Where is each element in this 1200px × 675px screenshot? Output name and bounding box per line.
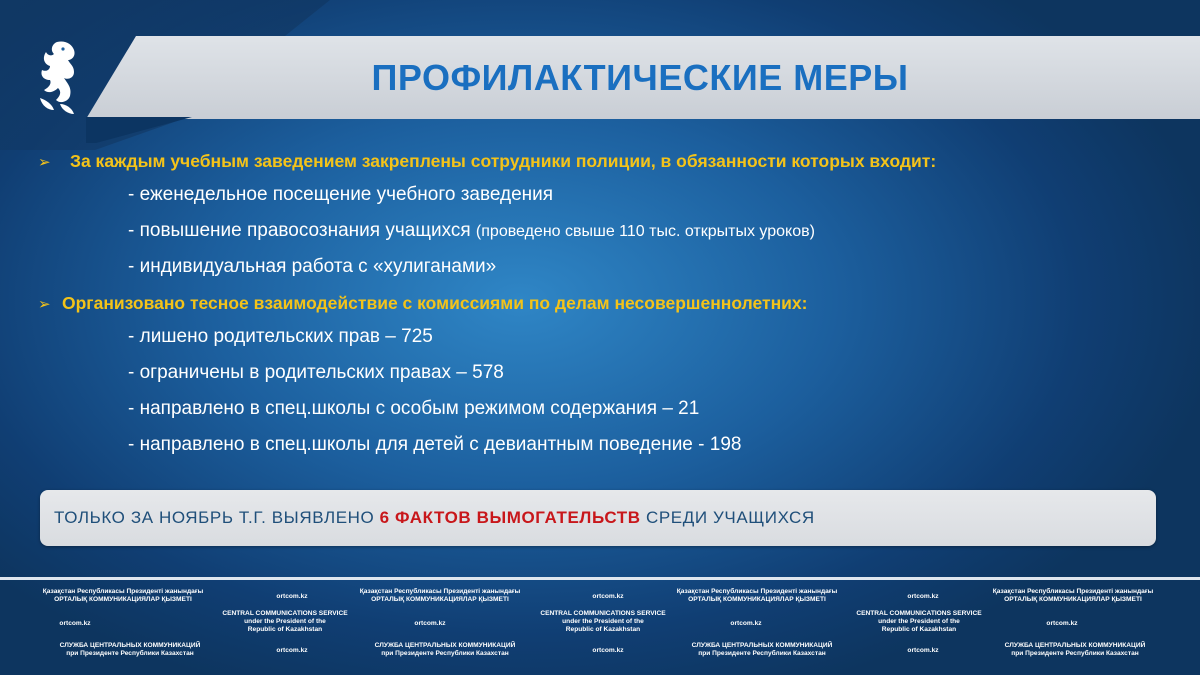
footer-en-line1: CENTRAL COMMUNICATIONS SERVICE — [222, 610, 348, 617]
list-item: - ограничены в родительских правах – 578 — [128, 362, 504, 383]
callout-box — [40, 490, 1156, 546]
footer-site: ortcom.kz — [907, 593, 939, 600]
footer-ru-line1: СЛУЖБА ЦЕНТРАЛЬНЫХ КОММУНИКАЦИЙ — [59, 642, 201, 649]
arrow-bullet-icon: ➢ — [38, 296, 51, 313]
footer-kz-line2: ОРТАЛЫҚ КОММУНИКАЦИЯЛАР ҚЫЗМЕТІ — [371, 596, 509, 603]
list-item-note: (проведено свыше 110 тыс. открытых уроков) — [475, 223, 815, 240]
footer-kz-line1: Қазақстан Республикасы Президенті жанындағы — [42, 588, 204, 595]
list-item — [128, 220, 1200, 256]
callout-highlight: 6 ФАКТОВ ВЫМОГАТЕЛЬСТВ — [379, 508, 641, 527]
footer-en-line2: under the President of the — [878, 618, 960, 625]
footer-ru-line2: при Президенте Республики Казахстан — [1011, 650, 1139, 657]
footer-kz-line2: ОРТАЛЫҚ КОММУНИКАЦИЯЛАР ҚЫЗМЕТІ — [1004, 596, 1142, 603]
footer-ru-block — [975, 642, 1175, 658]
list-item: - направлено в спец.школы для детей с девиантным поведение - 198 — [128, 434, 742, 455]
content — [38, 150, 1178, 470]
footer-ru-line1: СЛУЖБА ЦЕНТРАЛЬНЫХ КОММУНИКАЦИЙ — [374, 642, 516, 649]
footer-kz-line2: ОРТАЛЫҚ КОММУНИКАЦИЯЛАР ҚЫЗМЕТІ — [688, 596, 826, 603]
footer-kz-block — [335, 588, 545, 604]
list-item-text: - повышение правосознания учащихся — [128, 220, 476, 241]
footer-ru-line2: при Президенте Республики Казахстан — [66, 650, 194, 657]
footer-en-line1: CENTRAL COMMUNICATIONS SERVICE — [540, 610, 666, 617]
footer-kz-block — [652, 588, 862, 604]
footer-site: ortcom.kz — [1046, 620, 1078, 627]
slide-title: ПРОФИЛАКТИЧЕСКИЕ МЕРЫ — [371, 56, 909, 98]
title-accent — [86, 117, 192, 143]
footer-site: ortcom.kz — [414, 620, 446, 627]
footer-kz-line1: Қазақстан Республикасы Президенті жанындағы — [676, 588, 838, 595]
footer-kz-line1: Қазақстан Республикасы Президенті жанындағы — [992, 588, 1154, 595]
bullet-1-text: За каждым учебным заведением закреплены сотрудники полиции, в обязанности которых входит: — [70, 151, 937, 171]
footer-en-block — [200, 610, 370, 634]
list-item: - индивидуальная работа с «хулиганами» — [128, 256, 497, 277]
footer-en-line3: Republic of Kazakhstan — [565, 626, 641, 633]
footer-en-line1: CENTRAL COMMUNICATIONS SERVICE — [856, 610, 982, 617]
footer-site: ortcom.kz — [730, 620, 762, 627]
footer-site: ortcom.kz — [592, 647, 624, 654]
footer-kz-line1: Қазақстан Республикасы Президенті жанындағы — [359, 588, 521, 595]
footer-ru-line1: СЛУЖБА ЦЕНТРАЛЬНЫХ КОММУНИКАЦИЙ — [1004, 642, 1146, 649]
callout-text-before: ТОЛЬКО ЗА НОЯБРЬ Т.Г. ВЫЯВЛЕНО — [54, 508, 380, 527]
footer-ru-line1: СЛУЖБА ЦЕНТРАЛЬНЫХ КОММУНИКАЦИЙ — [691, 642, 833, 649]
footer — [0, 580, 1200, 675]
footer-kz-block — [968, 588, 1178, 604]
list-item: - направлено в спец.школы с особым режимом содержания – 21 — [128, 398, 700, 419]
footer-en-line3: Republic of Kazakhstan — [247, 626, 323, 633]
footer-kz-block — [18, 588, 228, 604]
footer-site: ortcom.kz — [592, 593, 624, 600]
footer-ru-block — [30, 642, 230, 658]
list-item: - лишено родительских прав – 725 — [128, 326, 433, 347]
footer-ru-block — [345, 642, 545, 658]
list-item: - еженедельное посещение учебного заведения — [128, 184, 554, 205]
footer-site: ortcom.kz — [59, 620, 91, 627]
bullet-2-text: Организовано тесное взаимодействие с комиссиями по делам несовершеннолетних: — [62, 293, 808, 313]
footer-site: ortcom.kz — [276, 593, 308, 600]
bullet-1 — [38, 150, 1178, 184]
footer-kz-line2: ОРТАЛЫҚ КОММУНИКАЦИЯЛАР ҚЫЗМЕТІ — [54, 596, 192, 603]
footer-en-line3: Republic of Kazakhstan — [881, 626, 957, 633]
bullet-2 — [38, 292, 1178, 326]
footer-ru-block — [662, 642, 862, 658]
footer-ru-line2: при Президенте Республики Казахстан — [381, 650, 509, 657]
arrow-bullet-icon: ➢ — [38, 154, 51, 171]
footer-en-block — [834, 610, 1004, 634]
snow-leopard-logo — [30, 38, 84, 116]
footer-en-block — [518, 610, 688, 634]
footer-site: ortcom.kz — [276, 647, 308, 654]
footer-ru-line2: при Президенте Республики Казахстан — [698, 650, 826, 657]
callout-text-after: СРЕДИ УЧАЩИХСЯ — [640, 508, 815, 527]
footer-en-line2: under the President of the — [244, 618, 326, 625]
footer-site: ortcom.kz — [907, 647, 939, 654]
footer-en-line2: under the President of the — [562, 618, 644, 625]
